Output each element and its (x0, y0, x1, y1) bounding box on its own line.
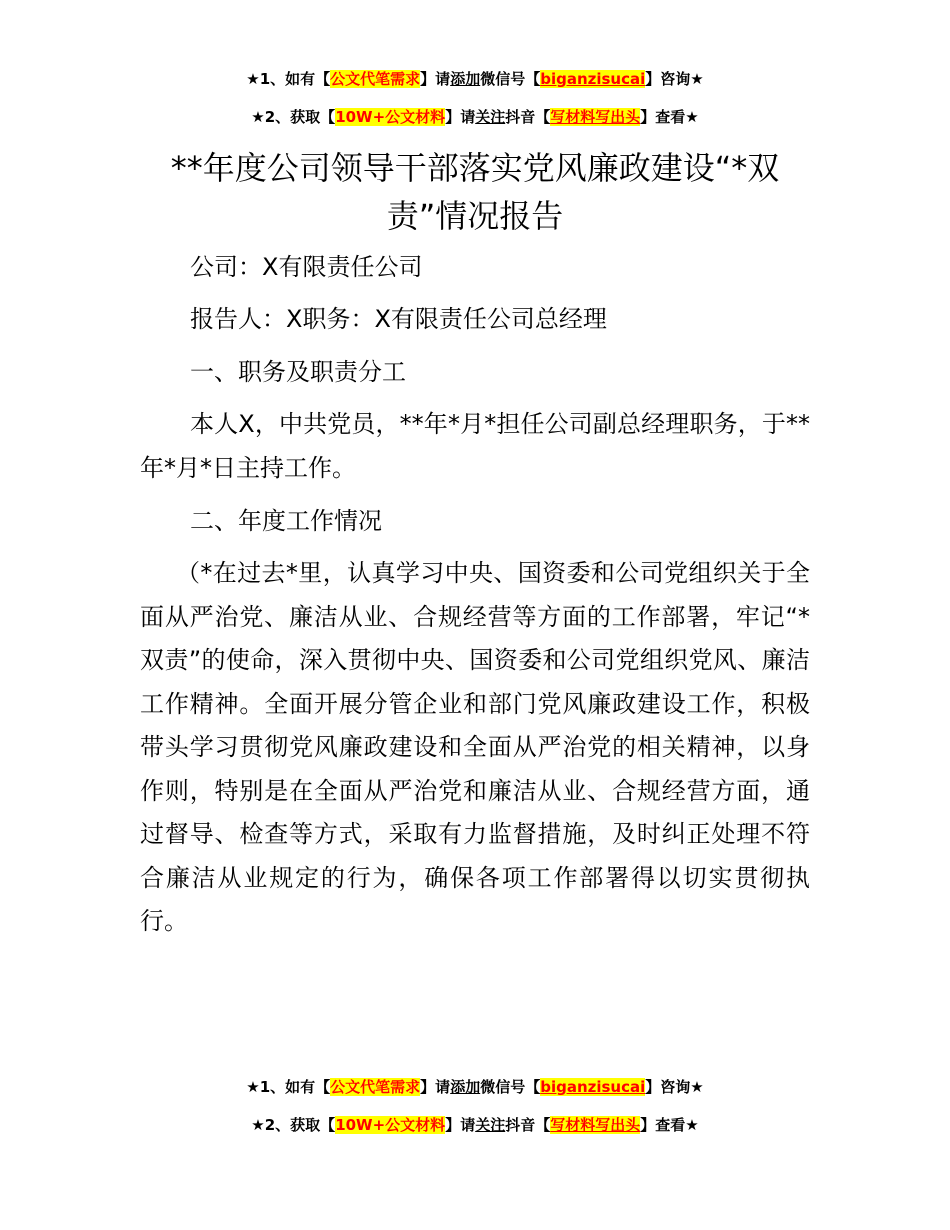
highlight-text: 10W+公文材料 (335, 1116, 446, 1134)
banner-text: 】查看★ (640, 1116, 699, 1134)
document-title: **年度公司领导干部落实党风廉政建设“*双责”情况报告 (170, 149, 780, 235)
underlined-text: 添加 (450, 70, 481, 88)
banner-text: 微信号【 (480, 1078, 541, 1096)
banner-text: 】请 (420, 1078, 451, 1096)
company-line: 公司：X有限责任公司 (190, 253, 423, 281)
douyin-id-text: 写材料写出头 (550, 1116, 641, 1134)
promo-banner-top-line2 (0, 106, 950, 128)
banner-text: 微信号【 (480, 70, 541, 88)
highlight-text: 公文代笔需求 (330, 70, 421, 88)
reporter-line: 报告人：X职务：X有限责任公司总经理 (190, 305, 607, 333)
banner-text: 】请 (445, 108, 476, 126)
banner-text: 抖音【 (505, 1116, 551, 1134)
underlined-text: 关注 (475, 108, 506, 126)
underlined-text: 关注 (475, 1116, 506, 1134)
wechat-id-text: biganzisucai (540, 70, 646, 88)
banner-text: ★2、获取【 (251, 108, 336, 126)
banner-text: ★1、如有【 (246, 1078, 331, 1096)
promo-banner-bottom-line1 (0, 1076, 950, 1098)
banner-text: 】咨询★ (645, 1078, 704, 1096)
promo-banner-top-line1 (0, 68, 950, 90)
promo-banner-bottom-line2 (0, 1114, 950, 1136)
banner-text: 】查看★ (640, 108, 699, 126)
section-heading-annual-work: 二、年度工作情况 (190, 507, 382, 535)
section-body-duties: 本人X，中共党员，**年*月*担任公司副总经理职务，于**年*月*日主持工作。 (140, 410, 810, 482)
section-body-annual-work: （*在过去*里，认真学习中央、国资委和公司党组织关于全面从严治党、廉洁从业、合规经营等方面的工作部署，牢记“*双责”的使命，深入贯彻中央、国资委和公司党组织党风、廉洁工作精神。全面开展分管企业和部门党风廉政建设工作，积极带头学习贯彻党风廉政建设和全面从严治党的相关精神，以身作则，特别是在全面从严治党和廉洁从业、合规经营方面，通过督导、检查等方式，采取有力监督措施，及时纠正处理不符合廉洁从业规定的行为，确保各项工作部署得以切实贯彻执行。 (140, 559, 810, 935)
highlight-text: 公文代笔需求 (330, 1078, 421, 1096)
highlight-text: 10W+公文材料 (335, 108, 446, 126)
wechat-id-text: biganzisucai (540, 1078, 646, 1096)
douyin-id-text: 写材料写出头 (550, 108, 641, 126)
banner-text: ★2、获取【 (251, 1116, 336, 1134)
section-heading-duties: 一、职务及职责分工 (190, 358, 406, 386)
banner-text: 】请 (445, 1116, 476, 1134)
banner-text: 】咨询★ (645, 70, 704, 88)
banner-text: ★1、如有【 (246, 70, 331, 88)
banner-text: 】请 (420, 70, 451, 88)
banner-text: 抖音【 (505, 108, 551, 126)
underlined-text: 添加 (450, 1078, 481, 1096)
